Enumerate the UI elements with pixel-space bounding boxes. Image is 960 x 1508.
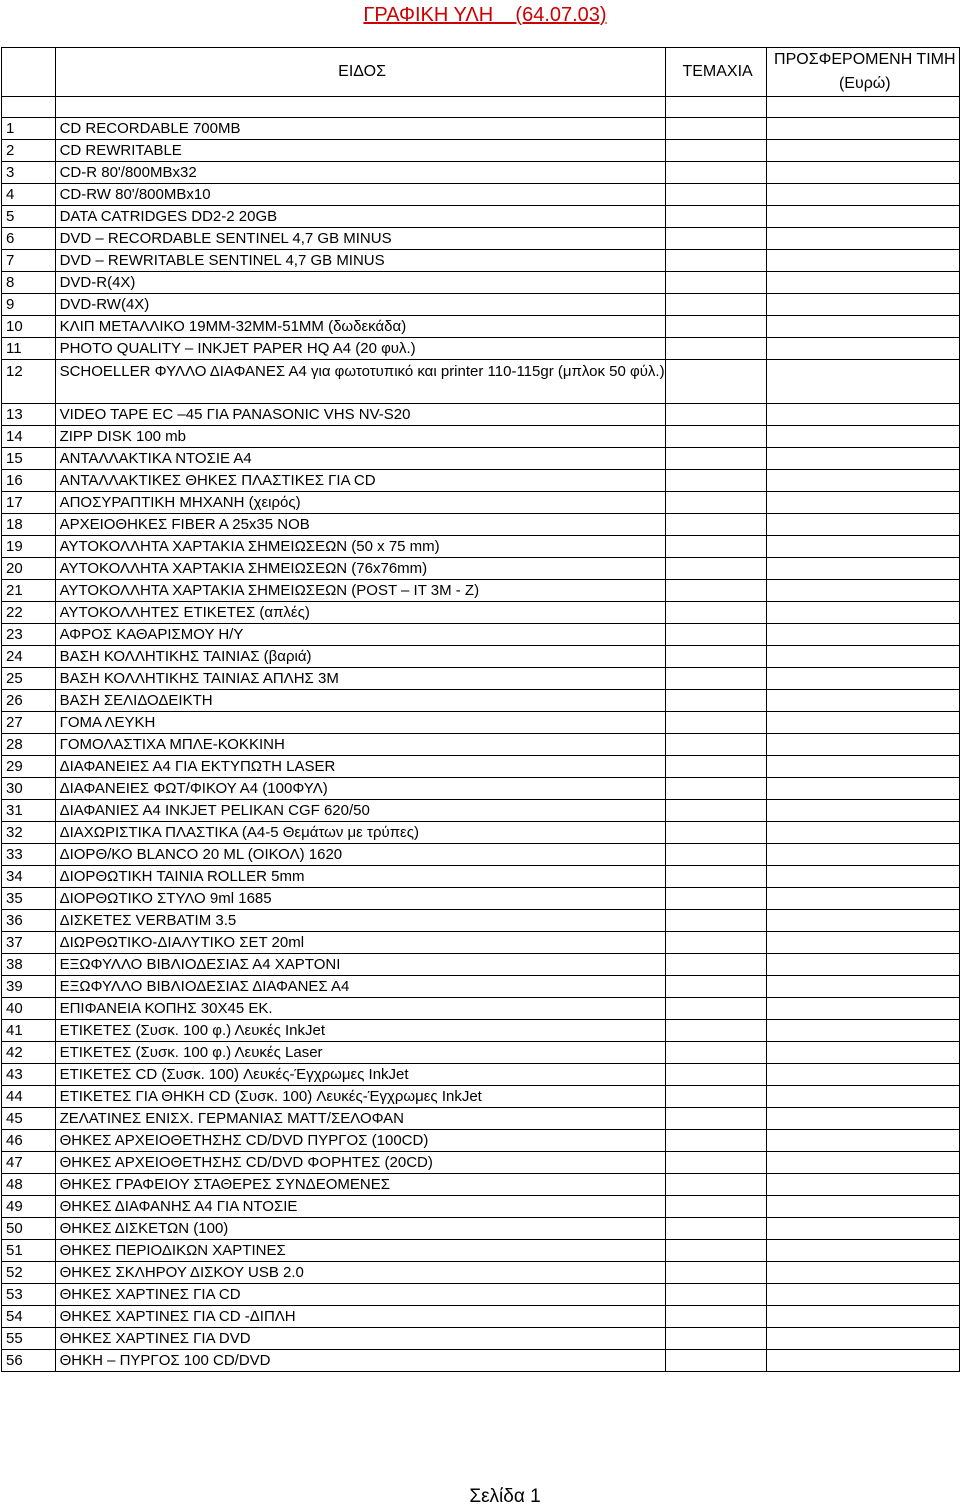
table-row bbox=[2, 602, 960, 624]
row-number: 55 bbox=[2, 1328, 56, 1350]
row-quantity-cell bbox=[665, 910, 766, 932]
row-price-cell bbox=[766, 932, 959, 954]
row-description: ΕΠΙΦΑΝΕΙΑ ΚΟΠΗΣ 30Χ45 ΕΚ. bbox=[55, 998, 665, 1020]
row-number: 27 bbox=[2, 712, 56, 734]
row-description: ΘΗΚΕΣ ΓΡΑΦΕΙΟΥ ΣΤΑΘΕΡΕΣ ΣΥΝΔΕΟΜΕΝΕΣ bbox=[55, 1174, 665, 1196]
table-row bbox=[2, 316, 960, 338]
row-number: 1 bbox=[2, 118, 56, 140]
row-price-cell bbox=[766, 1130, 959, 1152]
row-description: ΘΗΚΕΣ ΣΚΛΗΡΟΥ ΔΙΣΚΟΥ USB 2.0 bbox=[55, 1262, 665, 1284]
table-row bbox=[2, 1108, 960, 1130]
row-number: 36 bbox=[2, 910, 56, 932]
row-quantity-cell bbox=[665, 1218, 766, 1240]
row-number: 43 bbox=[2, 1064, 56, 1086]
row-number: 22 bbox=[2, 602, 56, 624]
row-quantity-cell bbox=[665, 756, 766, 778]
table-row bbox=[2, 492, 960, 514]
row-number: 38 bbox=[2, 954, 56, 976]
row-description: ΕΤΙΚΕΤΕΣ (Συσκ. 100 φ.) Λευκές Laser bbox=[55, 1042, 665, 1064]
row-number: 46 bbox=[2, 1130, 56, 1152]
row-number: 47 bbox=[2, 1152, 56, 1174]
table-row bbox=[2, 1130, 960, 1152]
row-quantity-cell bbox=[665, 1174, 766, 1196]
table-row bbox=[2, 800, 960, 822]
row-description: ΘΗΚΕΣ ΔΙΣΚΕΤΩΝ (100) bbox=[55, 1218, 665, 1240]
row-price-cell bbox=[766, 1042, 959, 1064]
row-number: 13 bbox=[2, 404, 56, 426]
row-price-cell bbox=[766, 250, 959, 272]
row-number: 44 bbox=[2, 1086, 56, 1108]
row-quantity-cell bbox=[665, 338, 766, 360]
row-number: 12 bbox=[2, 360, 56, 404]
row-price-cell bbox=[766, 558, 959, 580]
row-number: 54 bbox=[2, 1306, 56, 1328]
row-quantity-cell bbox=[665, 206, 766, 228]
row-number: 49 bbox=[2, 1196, 56, 1218]
row-description: ΔΙΟΡΘ/ΚΟ BLANCO 20 ML (ΟΙΚΟΛ) 1620 bbox=[55, 844, 665, 866]
table-row bbox=[2, 228, 960, 250]
row-description: ΑΥΤΟΚΟΛΛΗΤΑ ΧΑΡΤΑΚΙΑ ΣΗΜΕΙΩΣΕΩΝ (POST – IT 3M - Z) bbox=[55, 580, 665, 602]
row-description: ΔΙΑΧΩΡΙΣΤΙΚΑ ΠΛΑΣΤΙΚΑ (Α4-5 Θεμάτων με τρύπες) bbox=[55, 822, 665, 844]
row-number: 41 bbox=[2, 1020, 56, 1042]
row-quantity-cell bbox=[665, 888, 766, 910]
row-price-cell bbox=[766, 338, 959, 360]
row-description: ΓΟΜΑ ΛΕΥΚΗ bbox=[55, 712, 665, 734]
row-quantity-cell bbox=[665, 646, 766, 668]
table-row bbox=[2, 514, 960, 536]
row-description: ΑΥΤΟΚΟΛΛΗΤΕΣ ΕΤΙΚΕΤΕΣ (απλές) bbox=[55, 602, 665, 624]
table-row bbox=[2, 118, 960, 140]
row-number: 5 bbox=[2, 206, 56, 228]
row-price-cell bbox=[766, 1240, 959, 1262]
row-price-cell bbox=[766, 140, 959, 162]
row-price-cell bbox=[766, 536, 959, 558]
row-description: ΘΗΚΗ – ΠΥΡΓΟΣ 100 CD/DVD bbox=[55, 1350, 665, 1372]
table-row bbox=[2, 1174, 960, 1196]
table-row bbox=[2, 778, 960, 800]
row-price-cell bbox=[766, 976, 959, 998]
row-quantity-cell bbox=[665, 1284, 766, 1306]
row-price-cell bbox=[766, 118, 959, 140]
table-row bbox=[2, 910, 960, 932]
row-price-cell bbox=[766, 800, 959, 822]
table-row bbox=[2, 448, 960, 470]
spacer-cell bbox=[665, 97, 766, 118]
row-number: 31 bbox=[2, 800, 56, 822]
row-quantity-cell bbox=[665, 844, 766, 866]
table-row bbox=[2, 426, 960, 448]
row-description: ΕΤΙΚΕΤΕΣ (Συσκ. 100 φ.) Λευκές InkJet bbox=[55, 1020, 665, 1042]
row-price-cell bbox=[766, 668, 959, 690]
table-row bbox=[2, 690, 960, 712]
row-description: CD REWRITABLE bbox=[55, 140, 665, 162]
row-quantity-cell bbox=[665, 998, 766, 1020]
row-number: 45 bbox=[2, 1108, 56, 1130]
row-quantity-cell bbox=[665, 1020, 766, 1042]
row-price-cell bbox=[766, 1284, 959, 1306]
row-number: 29 bbox=[2, 756, 56, 778]
row-number: 35 bbox=[2, 888, 56, 910]
row-description: ΔΙΑΦΑΝΙΕΣ Α4 INKJET PELIKAN CGF 620/50 bbox=[55, 800, 665, 822]
table-row bbox=[2, 1086, 960, 1108]
table-row bbox=[2, 140, 960, 162]
table-row bbox=[2, 272, 960, 294]
row-price-cell bbox=[766, 228, 959, 250]
row-price-cell bbox=[766, 822, 959, 844]
row-description: ΔΙΩΡΘΩΤΙΚΟ-ΔΙΑΛΥΤΙΚΟ ΣΕΤ 20ml bbox=[55, 932, 665, 954]
row-price-cell bbox=[766, 580, 959, 602]
row-price-cell bbox=[766, 1108, 959, 1130]
row-number: 33 bbox=[2, 844, 56, 866]
row-quantity-cell bbox=[665, 1108, 766, 1130]
row-description: ΕΞΩΦΥΛΛΟ ΒΙΒΛΙΟΔΕΣΙΑΣ Α4 ΧΑΡΤΟΝΙ bbox=[55, 954, 665, 976]
row-number: 6 bbox=[2, 228, 56, 250]
table-row bbox=[2, 646, 960, 668]
row-number: 26 bbox=[2, 690, 56, 712]
row-quantity-cell bbox=[665, 558, 766, 580]
row-quantity-cell bbox=[665, 580, 766, 602]
row-quantity-cell bbox=[665, 184, 766, 206]
row-description: ΑΠΟΣΥΡΑΠΤΙΚΗ ΜΗΧΑΝΗ (χειρός) bbox=[55, 492, 665, 514]
row-number: 4 bbox=[2, 184, 56, 206]
table-row bbox=[2, 976, 960, 998]
table-row bbox=[2, 954, 960, 976]
spacer-cell bbox=[766, 97, 959, 118]
header-item: ΕΙΔΟΣ bbox=[55, 48, 665, 97]
table-row bbox=[2, 822, 960, 844]
table-row bbox=[2, 712, 960, 734]
row-quantity-cell bbox=[665, 492, 766, 514]
row-description: ΔΙΣΚΕΤΕΣ VERBATIM 3.5 bbox=[55, 910, 665, 932]
row-price-cell bbox=[766, 954, 959, 976]
row-price-cell bbox=[766, 1218, 959, 1240]
row-quantity-cell bbox=[665, 1042, 766, 1064]
row-description: VIDEO TAPE EC –45 ΓΙΑ PANASONIC VHS NV-S20 bbox=[55, 404, 665, 426]
row-price-cell bbox=[766, 1306, 959, 1328]
row-description: ΘΗΚΕΣ ΠΕΡΙΟΔΙΚΩΝ ΧΑΡΤΙΝΕΣ bbox=[55, 1240, 665, 1262]
row-price-cell bbox=[766, 492, 959, 514]
row-price-cell bbox=[766, 602, 959, 624]
row-description: CD-RW 80'/800MBx10 bbox=[55, 184, 665, 206]
row-quantity-cell bbox=[665, 1130, 766, 1152]
row-quantity-cell bbox=[665, 1086, 766, 1108]
row-description: DVD – RECORDABLE SENTINEL 4,7 GB MINUS bbox=[55, 228, 665, 250]
row-price-cell bbox=[766, 646, 959, 668]
row-description: ΑΝΤΑΛΛΑΚΤΙΚΕΣ ΘΗΚΕΣ ΠΛΑΣΤΙΚΕΣ ΓΙΑ CD bbox=[55, 470, 665, 492]
row-quantity-cell bbox=[665, 1328, 766, 1350]
row-quantity-cell bbox=[665, 602, 766, 624]
table-row bbox=[2, 1020, 960, 1042]
row-description: ΔΙΑΦΑΝΕΙΕΣ ΦΩΤ/ΦΙΚΟΥ Α4 (100ΦΥΛ) bbox=[55, 778, 665, 800]
table-row bbox=[2, 536, 960, 558]
row-quantity-cell bbox=[665, 712, 766, 734]
row-quantity-cell bbox=[665, 360, 766, 404]
table-row bbox=[2, 668, 960, 690]
row-quantity-cell bbox=[665, 470, 766, 492]
row-description: ΘΗΚΕΣ ΔΙΑΦΑΝΗΣ Α4 ΓΙΑ ΝΤΟΣΙΕ bbox=[55, 1196, 665, 1218]
row-number: 9 bbox=[2, 294, 56, 316]
row-quantity-cell bbox=[665, 690, 766, 712]
row-quantity-cell bbox=[665, 1152, 766, 1174]
table-row bbox=[2, 558, 960, 580]
row-number: 39 bbox=[2, 976, 56, 998]
row-price-cell bbox=[766, 1086, 959, 1108]
header-price-line1: ΠΡΟΣΦΕΡΟΜΕΝΗ ΤΙΜΗ bbox=[774, 51, 956, 68]
table-row bbox=[2, 624, 960, 646]
table-row bbox=[2, 1262, 960, 1284]
row-description: ΕΤΙΚΕΤΕΣ ΓΙΑ ΘΗΚΗ CD (Συσκ. 100) Λευκές-Έγχρωμες InkJet bbox=[55, 1086, 665, 1108]
row-description: CD RECORDABLE 700MB bbox=[55, 118, 665, 140]
row-number: 42 bbox=[2, 1042, 56, 1064]
table-row bbox=[2, 250, 960, 272]
row-description: DVD-R(4X) bbox=[55, 272, 665, 294]
row-quantity-cell bbox=[665, 316, 766, 338]
row-number: 48 bbox=[2, 1174, 56, 1196]
row-description: ΚΛΙΠ ΜΕΤΑΛΛΙΚΟ 19ΜΜ-32ΜΜ-51ΜΜ (δωδεκάδα) bbox=[55, 316, 665, 338]
row-price-cell bbox=[766, 756, 959, 778]
row-number: 16 bbox=[2, 470, 56, 492]
row-number: 32 bbox=[2, 822, 56, 844]
table-row bbox=[2, 338, 960, 360]
row-number: 10 bbox=[2, 316, 56, 338]
row-description: ΒΑΣΗ ΚΟΛΛΗΤΙΚΗΣ ΤΑΙΝΙΑΣ ΑΠΛΗΣ 3M bbox=[55, 668, 665, 690]
row-quantity-cell bbox=[665, 734, 766, 756]
row-price-cell bbox=[766, 998, 959, 1020]
row-price-cell bbox=[766, 206, 959, 228]
row-number: 11 bbox=[2, 338, 56, 360]
row-number: 52 bbox=[2, 1262, 56, 1284]
table-row bbox=[2, 184, 960, 206]
row-quantity-cell bbox=[665, 1196, 766, 1218]
header-num-cell bbox=[2, 48, 56, 97]
row-quantity-cell bbox=[665, 404, 766, 426]
row-quantity-cell bbox=[665, 228, 766, 250]
table-row bbox=[2, 470, 960, 492]
row-price-cell bbox=[766, 360, 959, 404]
row-description: ΑΡΧΕΙΟΘΗΚΕΣ FIBER A 25x35 NOB bbox=[55, 514, 665, 536]
row-price-cell bbox=[766, 404, 959, 426]
row-description: PHOTO QUALITY – INKJET PAPER HQ A4 (20 φυλ.) bbox=[55, 338, 665, 360]
row-price-cell bbox=[766, 866, 959, 888]
row-description: ΕΞΩΦΥΛΛΟ ΒΙΒΛΙΟΔΕΣΙΑΣ ΔΙΑΦΑΝΕΣ Α4 bbox=[55, 976, 665, 998]
row-quantity-cell bbox=[665, 448, 766, 470]
items-table bbox=[1, 47, 960, 1372]
row-description: ΑΥΤΟΚΟΛΛΗΤΑ ΧΑΡΤΑΚΙΑ ΣΗΜΕΙΩΣΕΩΝ (76x76mm) bbox=[55, 558, 665, 580]
row-price-cell bbox=[766, 162, 959, 184]
row-price-cell bbox=[766, 316, 959, 338]
row-price-cell bbox=[766, 1174, 959, 1196]
row-number: 30 bbox=[2, 778, 56, 800]
table-row bbox=[2, 866, 960, 888]
row-description: ΔΙΟΡΘΩΤΙΚΗ ΤΑΙΝΙΑ ROLLER 5mm bbox=[55, 866, 665, 888]
row-description: ΘΗΚΕΣ ΑΡΧΕΙΟΘΕΤΗΣΗΣ CD/DVD ΠΥΡΓΟΣ (100CD) bbox=[55, 1130, 665, 1152]
table-row bbox=[2, 1042, 960, 1064]
row-price-cell bbox=[766, 426, 959, 448]
row-number: 53 bbox=[2, 1284, 56, 1306]
row-quantity-cell bbox=[665, 140, 766, 162]
row-price-cell bbox=[766, 1064, 959, 1086]
row-number: 25 bbox=[2, 668, 56, 690]
table-row bbox=[2, 1328, 960, 1350]
row-price-cell bbox=[766, 448, 959, 470]
row-description: ΓΟΜΟΛΑΣΤΙΧΑ ΜΠΛΕ-ΚΟΚΚΙΝΗ bbox=[55, 734, 665, 756]
row-quantity-cell bbox=[665, 294, 766, 316]
row-price-cell bbox=[766, 1196, 959, 1218]
row-number: 7 bbox=[2, 250, 56, 272]
row-number: 2 bbox=[2, 140, 56, 162]
row-number: 14 bbox=[2, 426, 56, 448]
row-description: DVD – REWRITABLE SENTINEL 4,7 GB MINUS bbox=[55, 250, 665, 272]
row-number: 23 bbox=[2, 624, 56, 646]
row-quantity-cell bbox=[665, 272, 766, 294]
row-description: ΔΙΑΦΑΝΕΙΕΣ Α4 ΓΙΑ ΕΚΤΥΠΩΤΗ LASER bbox=[55, 756, 665, 778]
row-quantity-cell bbox=[665, 866, 766, 888]
row-description: ΒΑΣΗ ΚΟΛΛΗΤΙΚΗΣ ΤΑΙΝΙΑΣ (βαριά) bbox=[55, 646, 665, 668]
row-quantity-cell bbox=[665, 822, 766, 844]
items-table-body bbox=[2, 118, 960, 1372]
row-quantity-cell bbox=[665, 514, 766, 536]
header-row bbox=[2, 48, 960, 97]
row-number: 50 bbox=[2, 1218, 56, 1240]
table-row bbox=[2, 1350, 960, 1372]
row-number: 3 bbox=[2, 162, 56, 184]
row-number: 37 bbox=[2, 932, 56, 954]
row-number: 40 bbox=[2, 998, 56, 1020]
row-price-cell bbox=[766, 844, 959, 866]
row-description: CD-R 80'/800MBx32 bbox=[55, 162, 665, 184]
row-description: ΕΤΙΚΕΤΕΣ CD (Συσκ. 100) Λευκές-Έγχρωμες InkJet bbox=[55, 1064, 665, 1086]
row-price-cell bbox=[766, 184, 959, 206]
table-row bbox=[2, 162, 960, 184]
row-quantity-cell bbox=[665, 624, 766, 646]
table-row bbox=[2, 1152, 960, 1174]
row-price-cell bbox=[766, 888, 959, 910]
table-row bbox=[2, 932, 960, 954]
row-description: ΘΗΚΕΣ ΧΑΡΤΙΝΕΣ ΓΙΑ CD -ΔΙΠΛΗ bbox=[55, 1306, 665, 1328]
row-quantity-cell bbox=[665, 976, 766, 998]
row-price-cell bbox=[766, 272, 959, 294]
row-description: DVD-RW(4X) bbox=[55, 294, 665, 316]
row-price-cell bbox=[766, 910, 959, 932]
row-number: 34 bbox=[2, 866, 56, 888]
row-description: ΖΕΛΑΤΙΝΕΣ ΕΝΙΣΧ. ΓΕΡΜΑΝΙΑΣ ΜΑΤΤ/ΣΕΛΟΦΑΝ bbox=[55, 1108, 665, 1130]
row-quantity-cell bbox=[665, 426, 766, 448]
row-quantity-cell bbox=[665, 1350, 766, 1372]
row-quantity-cell bbox=[665, 778, 766, 800]
row-description: ΒΑΣΗ ΣΕΛΙΔΟΔΕΙΚΤΗ bbox=[55, 690, 665, 712]
row-number: 24 bbox=[2, 646, 56, 668]
row-price-cell bbox=[766, 734, 959, 756]
row-quantity-cell bbox=[665, 162, 766, 184]
table-row bbox=[2, 734, 960, 756]
table-row bbox=[2, 888, 960, 910]
header-price-line2: (Ευρώ) bbox=[838, 75, 891, 92]
spacer-cell bbox=[55, 97, 665, 118]
row-description: ΔΙΟΡΘΩΤΙΚΟ ΣΤΥΛΟ 9ml 1685 bbox=[55, 888, 665, 910]
row-number: 15 bbox=[2, 448, 56, 470]
row-number: 19 bbox=[2, 536, 56, 558]
spacer-cell bbox=[2, 97, 56, 118]
row-price-cell bbox=[766, 624, 959, 646]
table-row bbox=[2, 294, 960, 316]
table-row bbox=[2, 1284, 960, 1306]
row-quantity-cell bbox=[665, 800, 766, 822]
row-description: ΘΗΚΕΣ ΑΡΧΕΙΟΘΕΤΗΣΗΣ CD/DVD ΦΟΡΗΤΕΣ (20CD) bbox=[55, 1152, 665, 1174]
row-price-cell bbox=[766, 1020, 959, 1042]
row-price-cell bbox=[766, 294, 959, 316]
row-number: 21 bbox=[2, 580, 56, 602]
spacer-row bbox=[2, 97, 960, 118]
document-title: ΓΡΑΦΙΚΗ ΥΛΗ (64.07.03) bbox=[363, 4, 607, 26]
row-quantity-cell bbox=[665, 668, 766, 690]
row-quantity-cell bbox=[665, 250, 766, 272]
row-price-cell bbox=[766, 1262, 959, 1284]
row-price-cell bbox=[766, 712, 959, 734]
row-price-cell bbox=[766, 1350, 959, 1372]
row-description: SCHOELLER ΦΥΛΛΟ ΔΙΑΦΑΝΕΣ Α4 για φωτοτυπικό και printer 110-115gr (μπλοκ 50 φύλ.) bbox=[55, 360, 665, 404]
row-description: ΑΥΤΟΚΟΛΛΗΤΑ ΧΑΡΤΑΚΙΑ ΣΗΜΕΙΩΣΕΩΝ (50 x 75 mm) bbox=[55, 536, 665, 558]
row-quantity-cell bbox=[665, 954, 766, 976]
table-row bbox=[2, 580, 960, 602]
row-description: ΑΝΤΑΛΛΑΚΤΙΚΑ ΝΤΟΣΙΕ Α4 bbox=[55, 448, 665, 470]
table-row bbox=[2, 998, 960, 1020]
table-row bbox=[2, 844, 960, 866]
row-description: ΘΗΚΕΣ ΧΑΡΤΙΝΕΣ ΓΙΑ DVD bbox=[55, 1328, 665, 1350]
row-price-cell bbox=[766, 1152, 959, 1174]
table-row bbox=[2, 206, 960, 228]
row-quantity-cell bbox=[665, 932, 766, 954]
table-row bbox=[2, 404, 960, 426]
row-price-cell bbox=[766, 1328, 959, 1350]
row-quantity-cell bbox=[665, 1240, 766, 1262]
row-description: ΑΦΡΟΣ ΚΑΘΑΡΙΣΜΟΥ Η/Υ bbox=[55, 624, 665, 646]
table-row bbox=[2, 1306, 960, 1328]
row-quantity-cell bbox=[665, 118, 766, 140]
row-description: ZIPP DISK 100 mb bbox=[55, 426, 665, 448]
row-price-cell bbox=[766, 514, 959, 536]
row-number: 56 bbox=[2, 1350, 56, 1372]
row-number: 18 bbox=[2, 514, 56, 536]
table-row bbox=[2, 360, 960, 404]
header-quantity: ΤΕΜΑΧΙΑ bbox=[665, 48, 766, 97]
row-description: DATA CATRIDGES DD2-2 20GB bbox=[55, 206, 665, 228]
table-row bbox=[2, 756, 960, 778]
table-row bbox=[2, 1240, 960, 1262]
row-description: ΘΗΚΕΣ ΧΑΡΤΙΝΕΣ ΓΙΑ CD bbox=[55, 1284, 665, 1306]
header-price bbox=[766, 48, 959, 97]
row-price-cell bbox=[766, 470, 959, 492]
table-row bbox=[2, 1064, 960, 1086]
row-price-cell bbox=[766, 778, 959, 800]
row-price-cell bbox=[766, 690, 959, 712]
row-number: 20 bbox=[2, 558, 56, 580]
row-number: 51 bbox=[2, 1240, 56, 1262]
row-number: 28 bbox=[2, 734, 56, 756]
row-number: 17 bbox=[2, 492, 56, 514]
row-quantity-cell bbox=[665, 1306, 766, 1328]
table-row bbox=[2, 1196, 960, 1218]
row-number: 8 bbox=[2, 272, 56, 294]
table-row bbox=[2, 1218, 960, 1240]
row-quantity-cell bbox=[665, 536, 766, 558]
page-footer: Σελίδα 1 bbox=[469, 1486, 541, 1507]
row-quantity-cell bbox=[665, 1064, 766, 1086]
row-quantity-cell bbox=[665, 1262, 766, 1284]
